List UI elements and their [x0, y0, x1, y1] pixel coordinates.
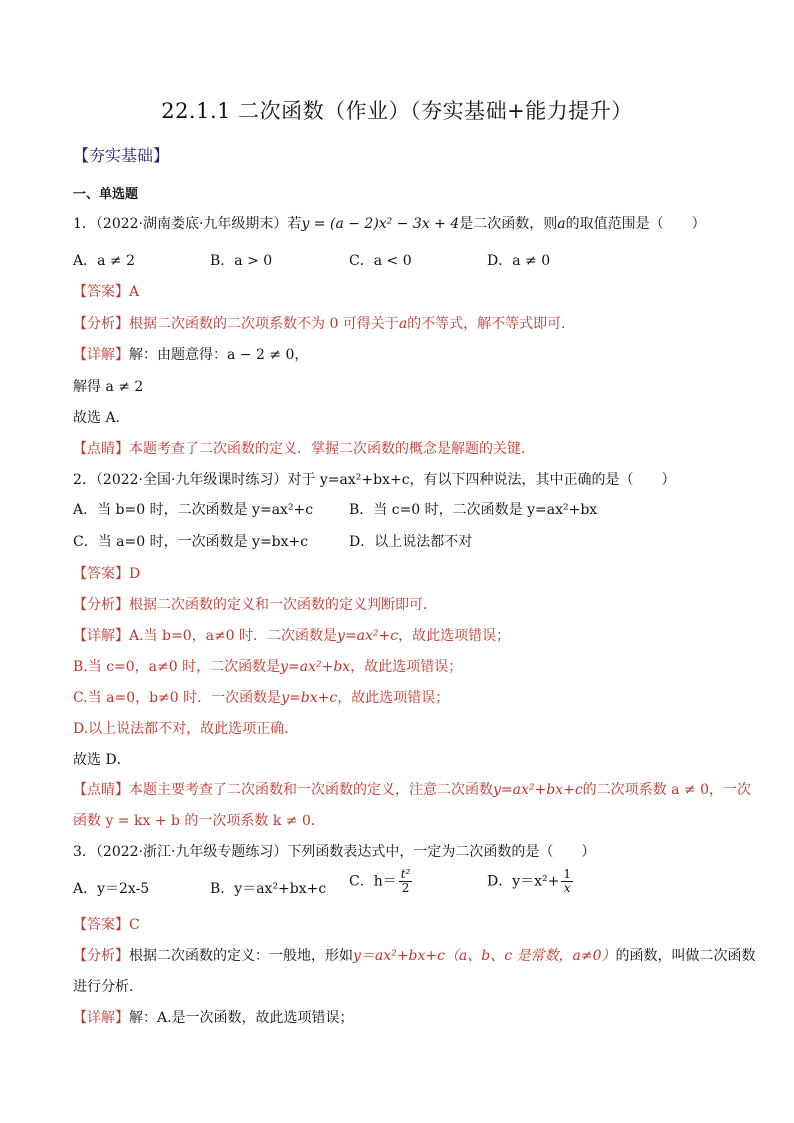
section-heading: 一、单选题 [73, 187, 139, 202]
q1-detail-3: 故选 A． [73, 410, 130, 426]
q2-detail-3: C.当 a=0，b≠0 时．一次函数是y=bx+c，故此选项错误； [73, 690, 450, 706]
q1-option-d: D．a ≠ 0 [487, 253, 551, 269]
page-title: 22.1.1 二次函数（作业）（夯实基础+能力提升） [161, 99, 633, 123]
q3-option-b: B．y＝ax²+bx+c [210, 881, 327, 897]
q3-option-c: C．h＝ $\frac{\text{t²}}{2}$ [349, 867, 411, 895]
q3-option-d: D．y＝x²+ $\frac{1}{x}$ [487, 867, 572, 895]
q3-analysis-2: 进行分析． [73, 979, 143, 995]
q2-analysis: 【分析】根据二次函数的定义和一次函数的定义判断即可． [73, 597, 437, 613]
q2-option-c: C．当 a=0 时，一次函数是 y=bx+c [73, 534, 309, 550]
q1-comment: 【点睛】本题考查了二次函数的定义．掌握二次函数的概念是解题的关键． [73, 441, 535, 457]
q1-expression: y = (a − 2)x² − 3x + 4 [301, 216, 460, 232]
q2-stem: 2．（2022·全国·九年级课时练习）对于 y=ax²+bx+c，有以下四种说法，其中正确的是（ ） [73, 472, 676, 488]
q1-option-a: A．a ≠ 2 [73, 253, 135, 269]
q1-detail: 【详解】解：由题意得：a − 2 ≠ 0， [73, 347, 309, 363]
q2-option-d: D．以上说法都不对 [349, 534, 473, 550]
q1-option-c: C．a < 0 [349, 253, 412, 269]
q3-option-d-fraction: $\frac{1}{x}$ [563, 867, 572, 895]
q1-option-b: B．a > 0 [210, 253, 273, 269]
q2-answer: 【答案】D [73, 566, 141, 582]
q3-option-c-fraction: $\frac{\text{t²}}{2}$ [400, 867, 411, 895]
q2-detail-4: D.以上说法都不对，故此选项正确． [73, 721, 299, 737]
q3-detail: 【详解】解：A.是一次函数，故此选项错误； [73, 1010, 354, 1026]
q1-answer: 【答案】A [73, 284, 140, 300]
q3-option-a: A．y＝2x-5 [73, 881, 150, 897]
section-tag: 【夯实基础】 [73, 146, 170, 165]
q3-stem: 3．（2022·浙江·九年级专题练习）下列函数表达式中，一定为二次函数的是（ ） [73, 844, 596, 860]
q2-comment-2: 函数 y = kx + b 的一次项系数 k ≠ 0． [73, 813, 325, 829]
q2-comment: 【点睛】本题主要考查了二次函数和一次函数的定义，注意二次函数y=ax²+bx+c的二次项系数 a ≠ 0，一次 [73, 782, 751, 798]
q3-analysis: 【分析】根据二次函数的定义：一般地，形如y＝ax²+bx+c（a、b、c 是常数，a≠0）的函数，叫做二次函数 [73, 948, 756, 964]
q1-analysis: 【分析】根据二次函数的二次项系数不为 0 可得关于a的不等式，解不等式即可． [73, 316, 576, 332]
q2-detail-5: 故选 D． [73, 752, 131, 768]
q1-stem: 1．（2022·湖南娄底·九年级期末）若y = (a − 2)x² − 3x + 4是二次函数，则a的取值范围是（ ） [73, 216, 706, 232]
q2-detail: 【详解】A.当 b=0，a≠0 时．二次函数是y=ax²+c，故此选项错误； [73, 628, 511, 644]
q1-detail-2: 解得 a ≠ 2 [73, 379, 144, 395]
q2-option-b: B．当 c=0 时，二次函数是 y=ax²+bx [349, 502, 598, 518]
q3-answer: 【答案】C [73, 917, 140, 933]
q2-detail-2: B.当 c=0，a≠0 时，二次函数是y=ax²+bx，故此选项错误； [73, 659, 463, 675]
q2-option-a: A．当 b=0 时，二次函数是 y=ax²+c [73, 502, 314, 518]
